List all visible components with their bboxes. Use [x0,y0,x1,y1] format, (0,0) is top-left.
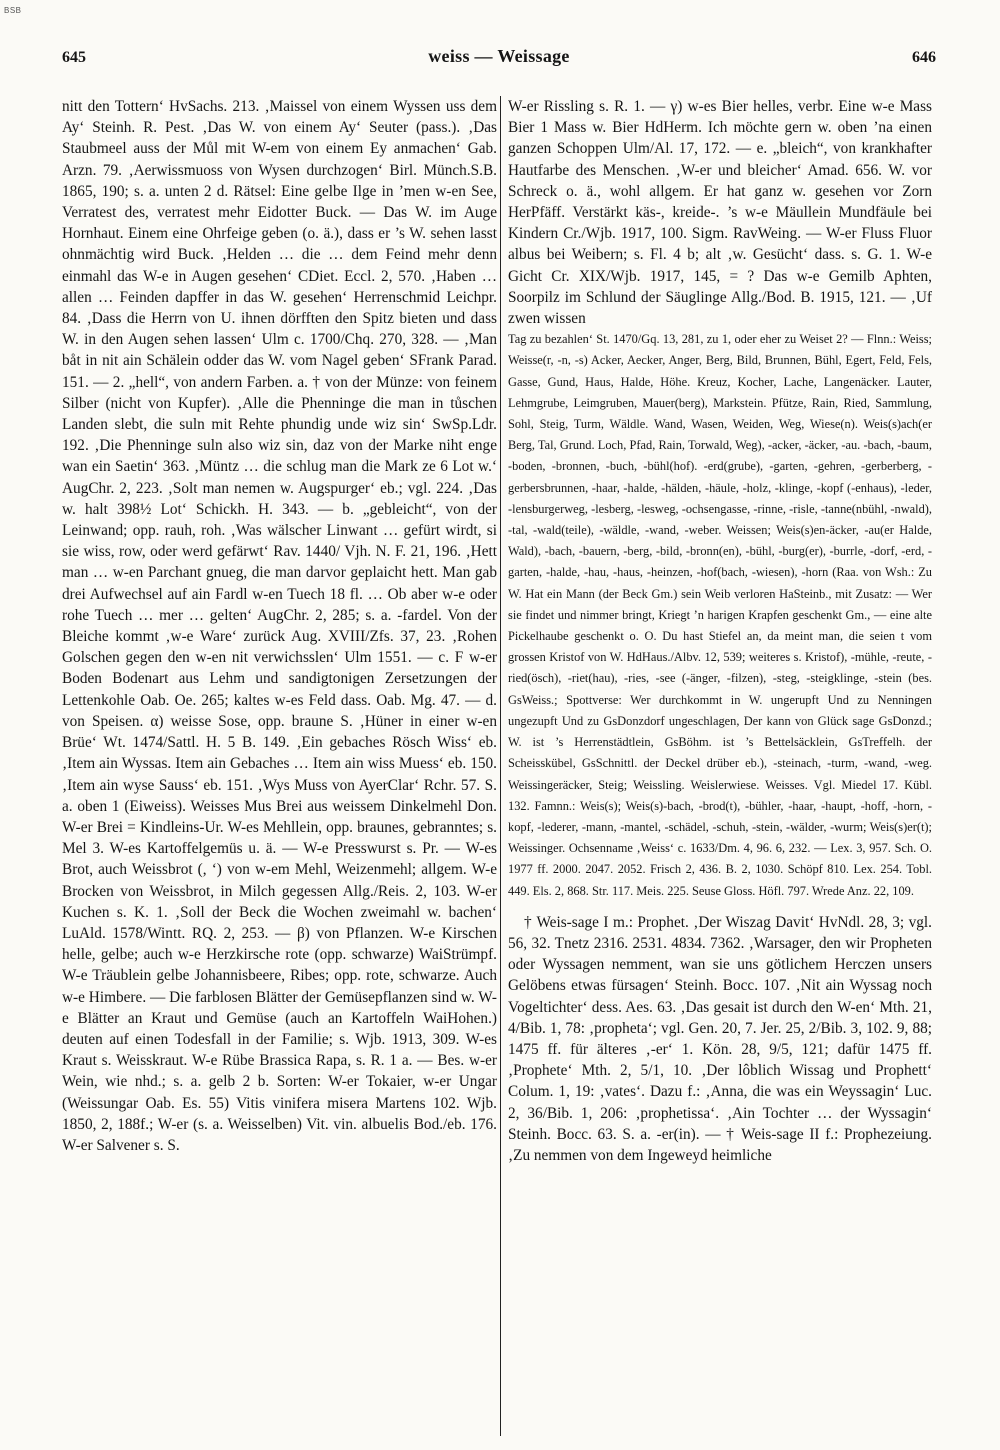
entry-weissage: † Weis-sage I m.: Prophet. ‚Der Wiszag Davit‘ HvNdl. 28, 3; vgl. 56, 32. Tnetz 2316. 2531. 4834. 7362. ‚Warsager, den wir Propheten oder Wyssagen nemment, wan sie uns götlichem Herczen unsers Gelöbens etwas fürsagen‘ Steinh. Bocc. 107. ‚Nit ain Wyssag noch Vogeltichter‘ dess. Aes. 63. ‚Das gesait ist durch den W-en‘ Mth. 21, 4/Bib. 1, 78: ‚propheta‘; vgl. Gen. 20, 7. Jer. 25, 2/Bib. 3, 102. 9, 88; 1475 ff. für älteres ‚-er‘ 1. Kön. 28, 9/5, 121; dafür 1475 ff. ‚Prophete‘ Mth. 2, 5/1, 10. ‚Der lôblich Wissag und Prophett‘ Colum. 1, 19: ‚vates‘. Dazu f.: ‚Anna, die was ein Weyssagin‘ Luc. 2, 36/Bib. 1, 206: ‚prophetissa‘. ‚Ain Tochter … der Wyssagin‘ Steinh. Bocc. 63. S. a. -er(in). — † Weis-sage II f.: Prophezeiung. ‚Zu nemmen von dem Ingeweyd heimliche [508,913,932,1164]
left-column-text: nitt den Tottern‘ HvSachs. 213. ‚Maissel von einem Wyssen uss dem Ay‘ Steinh. R. Pest. ‚Das W. von einem Ay‘ Seuter (pass.). ‚Das Staubmeel auss der Můl mit W-em von einem Ey anmachen‘ Gab. Arzn. 79. ‚Aerwissmuoss von Wysen durchzogen‘ Birl. Münch.S.B. 1865, 190; s. a. unten 2 d. Rätsel: Eine gelbe Ilge in ’men w-en See, Verratest des, verratest mehr Eidotter Buck. — Das W. im Auge Hornhaut. Einem eine Ohrfeige geben (o. ä.), dass er ’s W. sehen lasst ohnmächtig wird Buck. ‚Helden … die … dem Feind mehr denn einmahl das W-e in Augen gesehen‘ CDiet. Eccl. 2, 570. ‚Haben … allen … Feinden dapffer in das W. gesehen‘ Herrenschmid Leichpr. 84. ‚Dass die Herrn von U. ihnen dörfften den Spitz bieten und dass W. in den Augen sehen lassen‘ Ulm c. 1700/Chq. 270, 328. — ‚Man båt in nit ain Schälein odder das W. vom Nagel geben‘ SFrank Parad. 151. — 2. „hell“, von andern Farben. a. † von der Münze: von feinem Silber (nicht von Kupfer). ‚Alle die Phenninge die man in tůschen Landen slebt, die suln mit Rehte phundig unde wiz sin‘ SwSp.Ldr. 192. ‚Die Phenninge suln also wiz sin, daz von der Marke niht enge wan ein Saetin‘ 363. ‚Müntz … die schlug man die Mark ze 6 Lot w.‘ AugChr. 2, 223. ‚Solt man nemen w. Augspurger‘ eb.; vgl. 224. ‚Das w. halt 398½ Lot‘ Schickh. H. 343. — b. „gebleicht“, von der Leinwand; opp. rauh, roh. ‚Was wälscher Linwant … gefürt wirdt, si sie wiss, row, oder werd gefärwt‘ Rav. 1440/ Vjh. N. F. 21, 196. ‚Hett man … w-en Parchant gnueg, die man darvor geplaicht hett. Man gab drei Aufwechsel auf ain Fardl w-en Tuech 18 fl. … Ob aber w-e oder rohe Tuech … mer … gelten‘ AugChr. 2, 285; s. a. -fardel. Von der Bleiche kommt ‚w-e Ware‘ zurück Aug. XVIII/Zfs. 37, 23. ‚Rohen Golschen gegen den w-en nit verwichsslen‘ Ulm 1551. — c. F w-er Boden Bodenart aus Lehm und sandigtonigen Zersetzungen der Lettenkohle Oab. Oe. 265; kaltes w-es Feld dass. Oab. Mg. 47. — d. von Speisen. α) weisse Sose, opp. braune S. ‚Hüner in einer w-en Brüe‘ Wt. 1474/Sattl. H. 5 B. 149. ‚Ein gebaches Rösch Wiss‘ eb. ‚Item ain Wyssas. Item ain Gebaches … Item ain wiss Muess‘ eb. 150. ‚Item ain wyse Sauss‘ eb. 151. ‚Wys Muss von AyerClar‘ Rchr. 57. S. a. oben 1 (Eiweiss). Weisses Mus Brei aus weissem Dinkelmehl Don. W-er Brei = Kindleins-Ur. W-es Mehllein, opp. braunes, gebranntes; s. Mel 3. W-es Kartoffelgemüs u. ä. — W-e Presswurst s. Pr. — W-es Brot, auch Weissbrot (, ‘) von w-em Mehl, Weizenmehl; allgem. W-e Brocken von Weissbrot, in Milch gegessen Allg./Reis. 2, 103. W-er Kuchen s. K. 1. ‚Soll der Beck die Wochen zweimahl w. bachen‘ LuAld. 1578/Wintt. RQ. 2, 253. — β) von Pflanzen. W-e Kirschen helle, gelbe; auch w-e Herzkirsche rote (opp. schwarze) WaiStrümpf. W-e Träublein gelbe Johannisbeere, Ribes; opp. rote, schwarze. Auch w-e Himbere. — Die farblosen Blätter der Gemüsepflanzen sind w. W-e Blätter an Kraut und Gemüse (auch an Kartoffeln WaiHohen.) deuten auf einen Todesfall in der Familie; s. Wjb. 1913, 309. W-es Kraut s. Weisskraut. W-e Rübe Brassica Rapa, s. R. 1 a. — Bes. w-er Wein, wie nhd.; s. a. gelb 2 b. Sorten: W-er Tokaier, w-er Ungar (Weissungar Oab. Es. 55) Vitis vinifera misera Martens 102. Wjb. 1850, 2, 188f.; W-er (s. a. Weisselben) Vit. vin. albuelis Bod./eb. 176. W-er Salvener s. S. [62,98,497,1154]
library-mark: BSB [4,6,22,15]
page-number-right: 646 [911,49,936,66]
field-names-block: Tag zu bezahlen‘ St. 1470/Gq. 13, 281, zu 1, oder eher zu Weiset 2? — Flnn.: Weiss; Weisse(r, -n, -s) Acker, Aecker, Anger, Berg, Bild, Brunnen, Bühl, Egert, Feld, Fels, Gasse, Gund, Haus, Halde, Höhe. Kreuz, Kocher, Lache, Langenäcker. Lauter, Lehmgrube, Leimgruben, Mauer(berg), Markstein. Pfütze, Rain, Ried, Sammlung, Sohl, Steig, Turm, Wäldle. Wand, Wasen, Weiden, Weg, Wiese(n). Weis(s)ach(er Berg, Tal, Grund. Loch, Pfad, Rain, Torwald, Weg), -acker, -äcker, -au. -bach, -baum, -boden, -bronnen, -buch, -bühl(hof). -erd(grube), -garten, -gehren, -gerberberg, -gerbersbrunnen, -haar, -halde, -hälden, -häule, -holz, -klinge, -kopf (-enhaus), -leder, -lensburgerweg, -lesberg, -lesweg, -ochsengasse, -rinne, -risle, -tanne(nbühl, -nwald), -tal, -wald(teile), -wäldle, -wand, -weber. Weissen; Weis(s)en-äcker, -au(er Halde, Wald), -bach, -bauern, -berg, -bild, -bronn(en), -bühl, -burg(er), -burrle, -dorf, -erd, -garten, -halde, -hau, -haus, -heinzen, -hof(bach, -wiesen), -horn (Raa. von Wsh.: Zu W. Hat ein Mann (der Beck Gm.) sein Weib verloren HaSteinb., mit Zusatz: — Wer sie findet und nimmer bringt, Kriegt ’n harigen Krapfen geschenkt Gm., — eine alte Pickelhaube geschenkt o. O. Du hast Stiefel an, da meint man, die seien t vom grossen Kristof von W. HdHaus./Albv. 12, 539; weiteres s. Kristof), -mühle, -reute, -ried(ösch), -riet(hau), -ries, -see (-änger, -filzen), -steg, -steigklinge, -stein (bes. GsWeiss.; Spottverse: Wer durchkommt in W. ungerupft Und zu Nenningen ungezupft Und zu GsDonzdorf ungeschlagen, Der kann von Glück sage GsDonzd.; W. ist ’s Herrenstädtlein, GsBöhm. ist ’s Bettelsäcklein, GsTreffelh. der Scheisskübel, GsSchnittl. der Deckel drüber eb.), -steinach, -turm, -wand, -weg. Weissingeräcker, Steig; Weissling. Weislerwiese. Weisses. Vgl. Miedel 17. Kübl. 132. Famnn.: Weis(s); Weis(s)-bach, -brod(t), -bühler, -haar, -haupt, -hoff, -horn, -kopf, -lederer, -mann, -mantel, -schädel, -schuh, -stein, -wälder, -wurm; Weis(s)er(t); Weissinger. Ochsenname ‚Weiss‘ c. 1633/Dm. 4, 96. 6, 232. — Lex. 3, 957. Sch. O. 1977 ff. 2000. 2047. 2052. Frisch 2, 436. B. 2, 1030. Schöpf 810. Lex. 254. Tobl. 449. Els. 2, 868. Str. 117. Meis. 225. Seuse Gloss. Höfl. 797. Wrede Anz. 22, 109. [508,332,932,898]
running-head [62,46,936,76]
column-divider [500,96,501,1436]
page-number-left: 645 [62,49,86,66]
entry-gap [508,902,932,912]
left-column [62,96,497,1436]
right-column [508,96,932,1436]
page-title: weiss — Weissage [428,46,570,66]
entry-continuation: W-er Rissling s. R. 1. — γ) w-es Bier helles, verbr. Eine w-e Mass Bier 1 Mass w. Bier HdHerm. Ich möchte gern w. oben ’na einen ganzen Schoppen Ulm/Al. 17, 172. — e. „bleich“, von krankhafter Hautfarbe des Menschen. ‚W-er und bleicher‘ Amad. 656. W. vor Schreck o. ä., wohl allgem. Er hat ganz w. gesehen vor Zorn HerPfäff. Verstärkt käs-, kreide-. ’s w-e Mäullein Mundfäule bei Kindern Cr./Wjb. 1917, 100. Sigm. RavWeing. — W-er Fluss Fluor albus bei Weibern; s. Fl. 4 b; alt ‚w. Gesücht‘ dass. s. G. 1. W-e Gicht Cr. XIX/Wjb. 1917, 145, = ? Das w-e Gemilb Aphten, Soorpilz im Schlund der Säuglinge Allg./Bod. B. 1915, 121. — ‚Uf zwen wissen [508,98,932,328]
